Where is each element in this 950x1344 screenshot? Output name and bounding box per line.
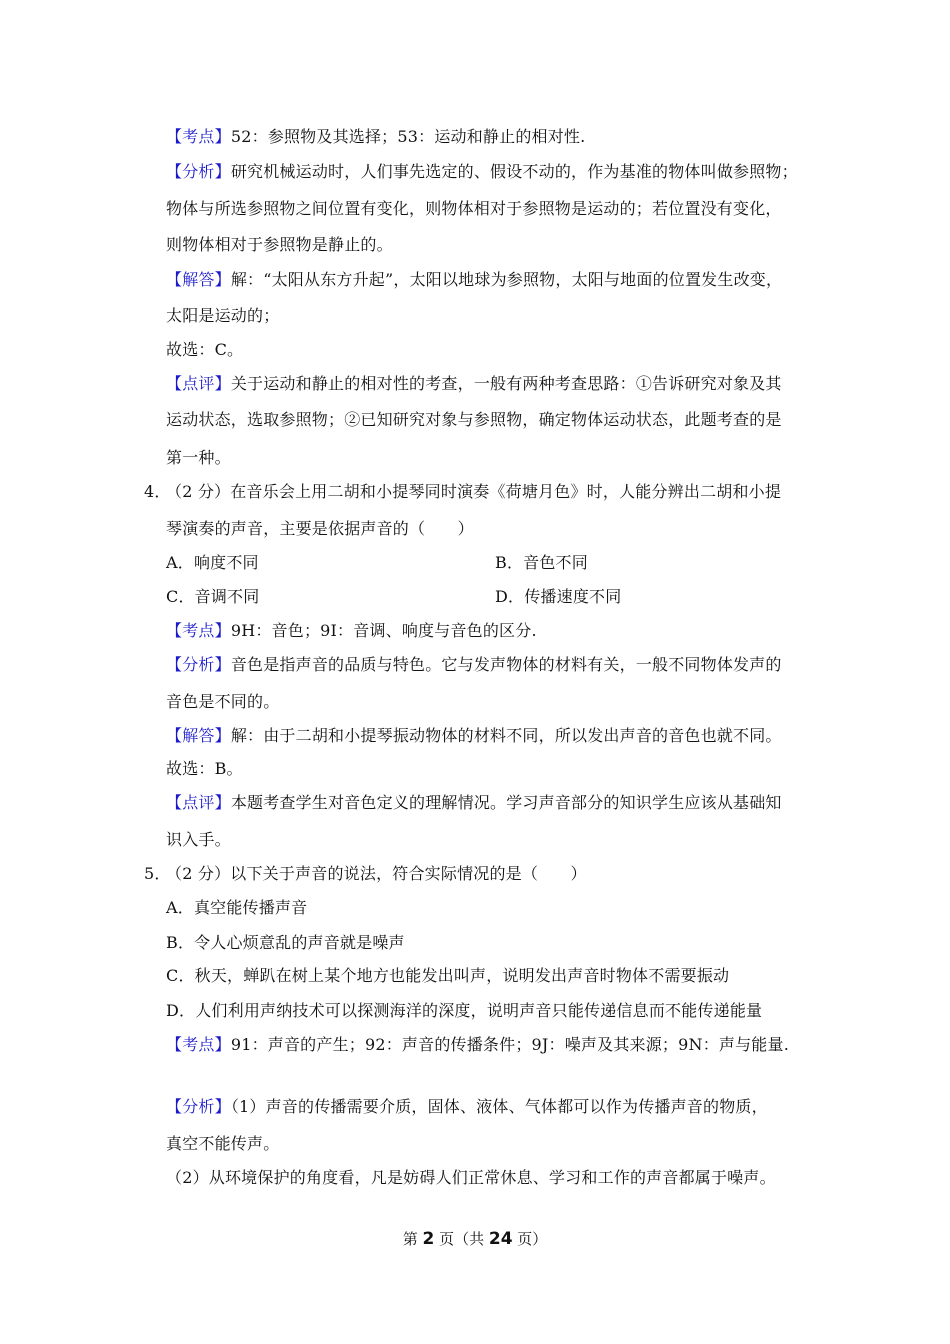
- q4-jieda-line: [166, 726, 782, 746]
- fenxi-tag: 【分析】: [166, 162, 231, 181]
- q3-jieda-line-2: 太阳是运动的；: [166, 306, 280, 325]
- q4-fenxi-line-1: [166, 655, 782, 675]
- q5-kaodian-line: [166, 1035, 789, 1055]
- q5-option-a: A．真空能传播声音: [166, 898, 308, 917]
- q3-dianping-text-1: 关于运动和静止的相对性的考查，一般有两种考查思路：①告诉研究对象及其: [230, 374, 782, 393]
- q4-number: 4．: [144, 482, 171, 501]
- footer-suffix: 页）: [512, 1230, 548, 1248]
- q4-stem-line-2: 琴演奏的声音，主要是依据声音的（ ）: [166, 519, 474, 538]
- q3-choice: 故选：C。: [166, 340, 244, 359]
- jieda-tag: 【解答】: [166, 270, 231, 289]
- q5-option-b: B．令人心烦意乱的声音就是噪声: [166, 933, 405, 952]
- q4-option-c: C．音调不同: [166, 587, 260, 606]
- q3-fenxi-line-2: 物体与所选参照物之间位置有变化，则物体相对于参照物是运动的；若位置没有变化，: [166, 199, 782, 218]
- q5-fenxi-line-2: 真空不能传声。: [166, 1134, 280, 1153]
- q3-dianping-line-1: [166, 374, 782, 394]
- fenxi-tag: 【分析】: [166, 1097, 231, 1116]
- q5-stem-text: （2 分）以下关于声音的说法，符合实际情况的是（ ）: [166, 864, 587, 883]
- q5-fenxi-line-1: [166, 1097, 768, 1117]
- q3-jieda-line-1: [166, 270, 782, 290]
- q3-jieda-text-1: 解：“太阳从东方升起”，太阳以地球为参照物，太阳与地面的位置发生改变，: [230, 270, 783, 289]
- q4-options-row-1: [166, 553, 588, 573]
- q5-option-c: C．秋天，蝉趴在树上某个地方也能发出叫声，说明发出声音时物体不需要振动: [166, 966, 730, 985]
- q4-jieda-text: 解：由于二胡和小提琴振动物体的材料不同，所以发出声音的音色也就不同。: [230, 726, 782, 745]
- q5-option-d: D．人们利用声纳技术可以探测海洋的深度，说明声音只能传递信息而不能传递能量: [166, 1001, 763, 1020]
- footer-total-pages: 24: [488, 1229, 513, 1249]
- q4-stem-text-1: （2 分）在音乐会上用二胡和小提琴同时演奏《荷塘月色》时，人能分辨出二胡和小提: [166, 482, 782, 501]
- q4-options-row-2: [166, 587, 622, 607]
- q4-fenxi-text-1: 音色是指声音的品质与特色。它与发声物体的材料有关，一般不同物体发声的: [230, 655, 782, 674]
- jieda-tag: 【解答】: [166, 726, 231, 745]
- fenxi-tag: 【分析】: [166, 655, 231, 674]
- q4-option-b: B．音色不同: [495, 553, 588, 572]
- q4-dianping-line-1: [166, 793, 782, 813]
- footer-prefix: 第: [402, 1230, 423, 1248]
- q5-fenxi-line-3: （2）从环境保护的角度看，凡是妨碍人们正常休息、学习和工作的声音都属于噪声。: [166, 1168, 776, 1187]
- q3-fenxi-line-1: [166, 162, 798, 182]
- footer-middle: 页（共: [434, 1230, 489, 1248]
- q4-dianping-line-2: 识入手。: [166, 830, 231, 849]
- q4-option-a: A．响度不同: [166, 553, 259, 572]
- q3-fenxi-text-1: 研究机械运动时，人们事先选定的、假设不动的，作为基准的物体叫做参照物；: [230, 162, 798, 181]
- q4-fenxi-line-2: 音色是不同的。: [166, 692, 280, 711]
- q4-option-d: D．传播速度不同: [495, 587, 622, 606]
- dianping-tag: 【点评】: [166, 374, 231, 393]
- page-footer: [0, 1228, 950, 1250]
- q4-kaodian-text: 9H：音色；9I：音调、响度与音色的区分.: [230, 621, 537, 640]
- q5-number: 5．: [144, 864, 171, 883]
- q3-fenxi-line-3: 则物体相对于参照物是静止的。: [166, 235, 393, 254]
- q4-kaodian-line: [166, 621, 537, 641]
- kaodian-tag: 【考点】: [166, 127, 231, 146]
- kaodian-tag: 【考点】: [166, 1035, 231, 1054]
- kaodian-tag: 【考点】: [166, 621, 231, 640]
- q5-stem-line: [144, 864, 587, 884]
- q4-choice: 故选：B。: [166, 759, 243, 778]
- q4-stem-line-1: [144, 482, 782, 502]
- dianping-tag: 【点评】: [166, 793, 231, 812]
- q3-dianping-line-2: 运动状态，选取参照物；②已知研究对象与参照物，确定物体运动状态，此题考查的是: [166, 410, 782, 429]
- q5-kaodian-text: 91：声音的产生；92：声音的传播条件；9J：噪声及其来源；9N：声与能量.: [230, 1035, 789, 1054]
- q5-fenxi-text-1: （1）声音的传播需要介质，固体、液体、气体都可以作为传播声音的物质，: [230, 1097, 768, 1116]
- q3-kaodian-line: [166, 127, 585, 147]
- q3-kaodian-text: 52：参照物及其选择；53：运动和静止的相对性.: [230, 127, 586, 146]
- q4-dianping-text-1: 本题考查学生对音色定义的理解情况。学习声音部分的知识学生应该从基础知: [230, 793, 782, 812]
- footer-page-number: 2: [422, 1229, 435, 1249]
- q3-dianping-line-3: 第一种。: [166, 448, 231, 467]
